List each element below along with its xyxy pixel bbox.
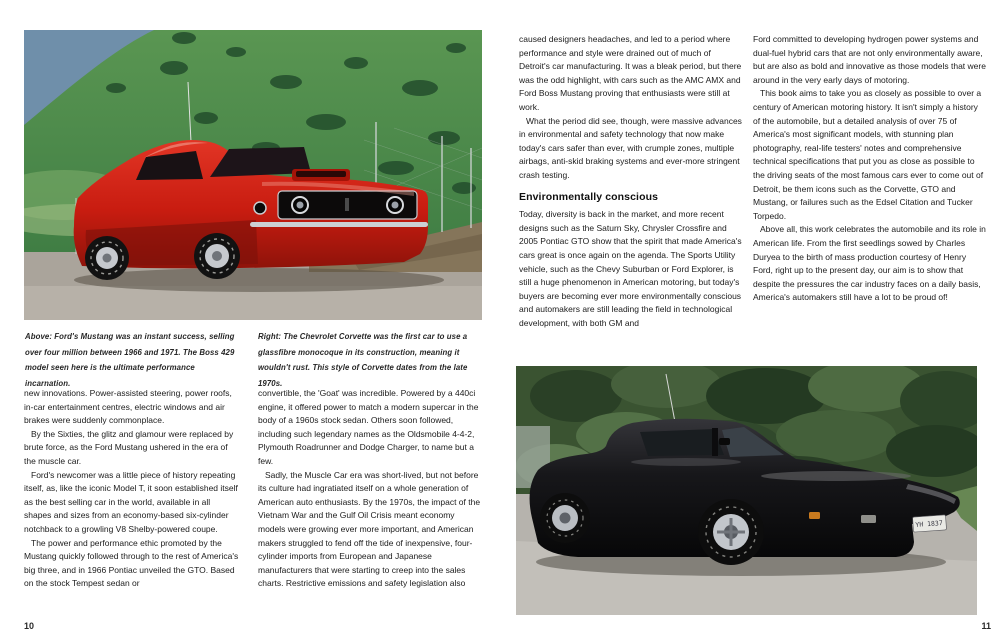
- body-paragraph: caused designers headaches, and led to a period where performance and style were drained out of much of Detroit's car manufacturing. It was a bleak period, but there was the odd highlight, with cars such as the AMC AMX and Ford Boss Mustang proving that enthusiasts were still at work.: [519, 34, 742, 112]
- headlight-right-bulb: [392, 202, 399, 209]
- fender-highlight: [631, 458, 741, 466]
- body-paragraph: Ford committed to developing hydrogen power systems and dual-fuel hybrid cars that are not only environmentally aware, but are also as bold and innovative as those models that were around in the very early days of motoring.: [753, 34, 986, 85]
- page-number-11: 11: [981, 621, 991, 631]
- side-mirror: [719, 438, 730, 445]
- pony-emblem: [345, 198, 349, 211]
- mustang-photo: [24, 30, 482, 320]
- front-wheel: [194, 233, 240, 279]
- body-paragraph: This book aims to take you as closely as possible to over a century of American motoring history. It isn't simply a history of the automobile, but a detailed analysis of over 75 of America's most significant models, with stunning plan photography, real-life testers' notes and comprehensive technical specifications that put you as close as possible to the driving seats of the most famous cars ever to come out of Detroit, be them icons such as the Corvette, GTO and Mustang, or failures such as the Edsel Citation and Tucker Torpedo.: [753, 88, 984, 221]
- left-page-column-2: [258, 387, 483, 591]
- rear-wheel: [85, 236, 129, 280]
- corvette-photo-art: [516, 366, 977, 615]
- corvette-side-glass: [640, 429, 724, 456]
- b-pillar: [712, 428, 718, 456]
- body-paragraph: new innovations. Power-assisted steering, power roofs, in-car entertainment centres, electric windows and air brakes were suddenly commonplace.: [24, 388, 232, 426]
- right-page-column-2: [753, 33, 987, 305]
- corvette-photo: [516, 366, 977, 615]
- right-page-column-1: [519, 33, 744, 330]
- body-paragraph: Ford's newcomer was a little piece of history repeating itself, as, like the iconic Model T, it soon established itself as the best selling car in the world, available in all shapes and sizes from an economy-based six-cylinder notchback to a growling V8 Shelby-powered coupe.: [24, 469, 238, 534]
- license-plate: [913, 515, 947, 532]
- car-shadow: [74, 268, 444, 292]
- body-paragraph: By the Sixties, the glitz and glamour were replaced by brute force, as the Ford Mustang ushered in the era of the muscle car.: [24, 428, 234, 466]
- body-paragraph: Today, diversity is back in the market, and more recent designs such as the Saturn Sky, Chrysler Crossfire and 2005 Pontiac GTO show that the spirit that made America's cars great is once again on the agenda. The Sports Utility vehicle, such as the Chevy Suburban or Ford Explorer, is still a huge phenomenon in American motoring, but today's buyers are becoming ever more environmentally conscious and automakers are still leading the field in technological development, with both GM and: [519, 209, 742, 328]
- body-paragraph: Sadly, the Muscle Car era was short-lived, but not before its culture had ingratiated itself on a whole generation of American auto enthusiasts. By the 1970s, the impact of the Vietnam War and the Gulf Oil Crisis meant economy models were growing ever more important, and American makers struggled to fend off the tide of inexpensive, four-cylinder imports from European and Japanese manufacturers that were starting to creep into the sales charts. Restrictive emissions and safety legislation also: [258, 469, 481, 589]
- left-page-column-1: [24, 387, 239, 591]
- body-paragraph: What the period did see, though, were massive advances in environmental and safety technology that now make today's cars safer than ever, with crumple zones, multiple airbags, anti-skid braking systems and ever-more stringent crash testing.: [519, 115, 742, 180]
- headlight-left-bulb: [297, 202, 304, 209]
- caption-corvette: Right: The Chevrolet Corvette was the first car to use a glassfibre monocoque in its construction, meaning it wouldn't rust. This style of Corvette dates from the late 1970s.: [258, 332, 468, 388]
- section-heading: Environmentally conscious: [519, 190, 659, 203]
- license-plate-text: YH 1837: [915, 519, 944, 529]
- rear-wheel: [540, 493, 590, 543]
- body-paragraph: convertible, the 'Goat' was incredible. Powered by a 440ci engine, it offered power to match a modern supercar in the body of a 1960s stock sedan. Others soon followed, including such legendary names as the Oldsmobile 4-4-2, Plymouth Roadrunner and Dodge Charger, to name but a few.: [258, 388, 479, 466]
- front-wheel: [698, 499, 764, 565]
- page-number-10: 10: [24, 621, 35, 631]
- body-paragraph: The power and performance ethic promoted by the Mustang quickly followed through to the rest of America's big three, and in 1966 Pontiac unveiled the GTO. Based on the stock Tempest sedan or: [24, 537, 239, 589]
- caption-mustang: Above: Ford's Mustang was an instant success, selling over four million between 1966 and 1971. The Boss 429 model seen here is the ultimate performance incarnation.: [25, 332, 235, 388]
- body-paragraph: Above all, this work celebrates the automobile and its role in American life. From the first seedlings sowed by Charles Duryea to the birth of mass production courtesy of Henry Ford, right up to the present day, our aim is to show that despite the pressures the car industry faces on a daily basis, America's automakers still have a lot to be proud of!: [753, 224, 986, 303]
- hood-scoop-opening: [296, 171, 346, 177]
- mustang-photo-art: [24, 30, 482, 320]
- amber-marker: [809, 512, 820, 519]
- outboard-lamp: [254, 202, 266, 214]
- front-lamp: [861, 515, 876, 523]
- hood-highlight: [761, 471, 911, 481]
- chrome-bumper: [250, 222, 428, 227]
